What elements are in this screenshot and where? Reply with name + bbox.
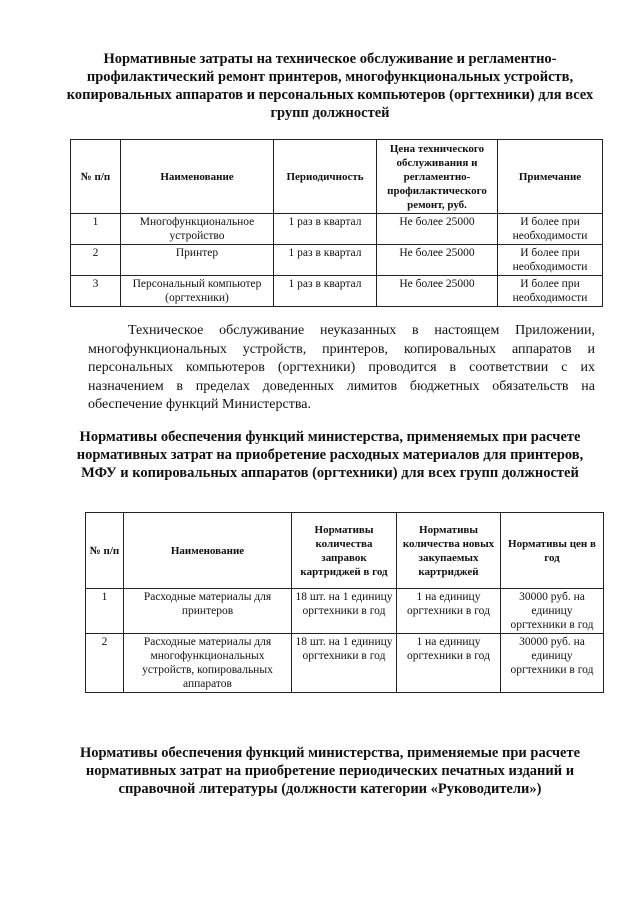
col-header-price: Нормативы цен в год — [501, 513, 604, 589]
consumables-table — [85, 512, 604, 693]
cell-period: 1 раз в квартал — [274, 245, 377, 276]
cell-num: 1 — [71, 214, 121, 245]
cell-note: И более при необходимости — [498, 245, 603, 276]
section2-title: Нормативы обеспечения функций министерства, применяемых при расчете нормативных затрат на приобретение расходных материалов для принтеров, МФУ и копировальных аппаратов (оргтехники) для всех групп должностей — [76, 429, 584, 481]
cell-name: Принтер — [121, 245, 274, 276]
cell-name: Персональный компьютер (оргтехники) — [121, 276, 274, 307]
cell-new-cartridges: 1 на единицу оргтехники в год — [397, 634, 501, 693]
cell-price: Не более 25000 — [377, 276, 498, 307]
cell-price: 30000 руб. на единицу оргтехники в год — [501, 589, 604, 634]
cell-name: Многофункциональное устройство — [121, 214, 274, 245]
cell-num: 2 — [86, 634, 124, 693]
cell-period: 1 раз в квартал — [274, 214, 377, 245]
cell-refills: 18 шт. на 1 единицу оргтехники в год — [292, 634, 397, 693]
col-header-num: № п/п — [86, 513, 124, 589]
table-row — [71, 214, 603, 245]
col-header-num: № п/п — [71, 140, 121, 214]
col-header-price: Цена технического обслуживания и регламентно-профилактического ремонт, руб. — [377, 140, 498, 214]
cell-name: Расходные материалы для многофункциональных устройств, копировальных аппаратов — [124, 634, 292, 693]
body-paragraph: Техническое обслуживание неуказанных в настоящем Приложении, многофункциональных устройств, принтеров, копировальных аппаратов и персональных компьютеров (оргтехники) проводится в соответствии с их назначением в пределах доведенных лимитов бюджетных обязательств на обеспечение функций Министерства. — [88, 323, 595, 412]
cell-price: 30000 руб. на единицу оргтехники в год — [501, 634, 604, 693]
cell-name: Расходные материалы для принтеров — [124, 589, 292, 634]
col-header-name: Наименование — [124, 513, 292, 589]
table-header-row — [86, 513, 604, 589]
cell-refills: 18 шт. на 1 единицу оргтехники в год — [292, 589, 397, 634]
table-row — [86, 589, 604, 634]
col-header-note: Примечание — [498, 140, 603, 214]
section3-title: Нормативы обеспечения функций министерства, применяемые при расчете нормативных затрат на приобретение периодических печатных изданий и справочной литературы (должности категории «Руководители») — [79, 745, 581, 797]
cell-price: Не более 25000 — [377, 245, 498, 276]
cell-note: И более при необходимости — [498, 276, 603, 307]
section1-title: Нормативные затраты на техническое обслуживание и регламентно-профилактический ремонт принтеров, многофункциональных устройств, копировальных аппаратов и персональных компьютеров (оргтехники) для всех групп должностей — [66, 51, 594, 121]
cell-num: 1 — [86, 589, 124, 634]
col-header-new-cartridges: Нормативы количества новых закупаемых картриджей — [397, 513, 501, 589]
cell-note: И более при необходимости — [498, 214, 603, 245]
maintenance-table — [70, 139, 603, 307]
col-header-period: Периодичность — [274, 140, 377, 214]
table-header-row — [71, 140, 603, 214]
cell-period: 1 раз в квартал — [274, 276, 377, 307]
cell-num: 3 — [71, 276, 121, 307]
table-row — [71, 276, 603, 307]
col-header-name: Наименование — [121, 140, 274, 214]
col-header-refills: Нормативы количества заправок картриджей в год — [292, 513, 397, 589]
table-row — [71, 245, 603, 276]
table-row — [86, 634, 604, 693]
cell-num: 2 — [71, 245, 121, 276]
cell-price: Не более 25000 — [377, 214, 498, 245]
cell-new-cartridges: 1 на единицу оргтехники в год — [397, 589, 501, 634]
